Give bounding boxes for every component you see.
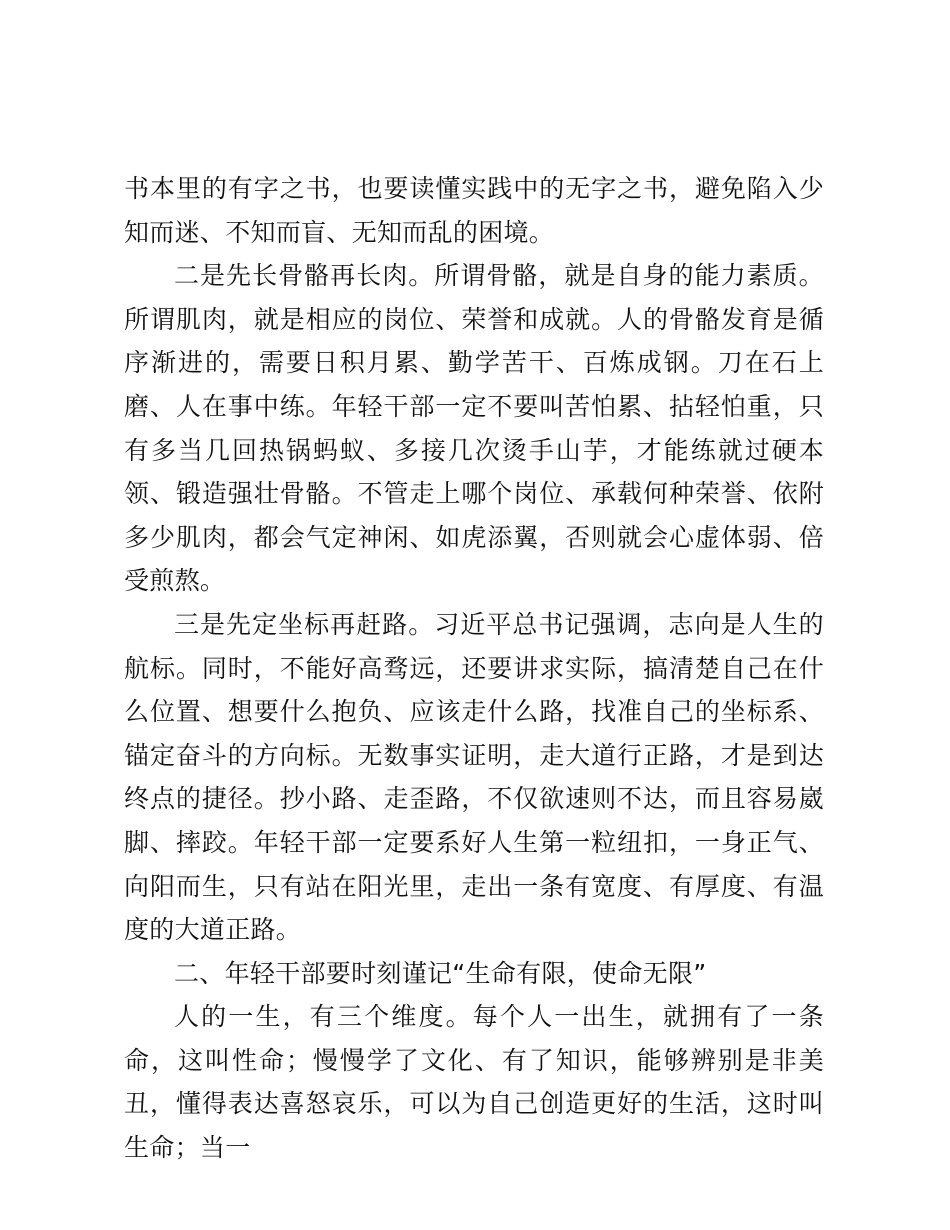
- paragraph-three-dimensions: 人的一生，有三个维度。每个人一出生，就拥有了一条命，这叫性命；慢慢学了文化、有了知识，能够辨别是非美丑，懂得表达喜怒哀乐，可以为自己创造更好的生活，这时叫生命；当一: [124, 1002, 824, 1163]
- section-heading: 二、年轻干部要时刻谨记“生命有限，使命无限”: [174, 958, 707, 988]
- paragraph-skeleton-before-muscle: 二是先长骨骼再长肉。所谓骨骼，就是自身的能力素质。所谓肌肉，就是相应的岗位、荣誉和成就。人的骨骼发育是循序渐进的，需要日积月累、勤学苦干、百炼成钢。刀在石上磨、人在事中练。年轻干部一定不要叫苦怕累、拈轻怕重，只有多当几回热锅蚂蚁、多接几次烫手山芋，才能练就过硬本领、锻造强壮骨骼。不管走上哪个岗位、承载何种荣誉、依附多少肌肉，都会气定神闲、如虎添翼，否则就会心虚体弱、倍受煎熬。: [124, 261, 824, 596]
- paragraph-coordinates-before-road: 三是先定坐标再赶路。习近平总书记强调，志向是人生的航标。同时，不能好高骛远，还要讲求实际，搞清楚自己在什么位置、想要什么抱负、应该走什么路，找准自己的坐标系、锚定奋斗的方向标。无数事实证明，走大道行正路，才是到达终点的捷径。抄小路、走歪路，不仅欲速则不达，而且容易崴脚、摔跤。年轻干部一定要系好人生第一粒纽扣，一身正气、向阳而生，只有站在阳光里，走出一条有宽度、有厚度、有温度的大道正路。: [124, 609, 824, 945]
- paragraph-continuation: 书本里的有字之书，也要读懂实践中的无字之书，避免陷入少知而迷、不知而盲、无知而乱的困境。: [124, 174, 824, 247]
- document-body: [124, 167, 824, 1170]
